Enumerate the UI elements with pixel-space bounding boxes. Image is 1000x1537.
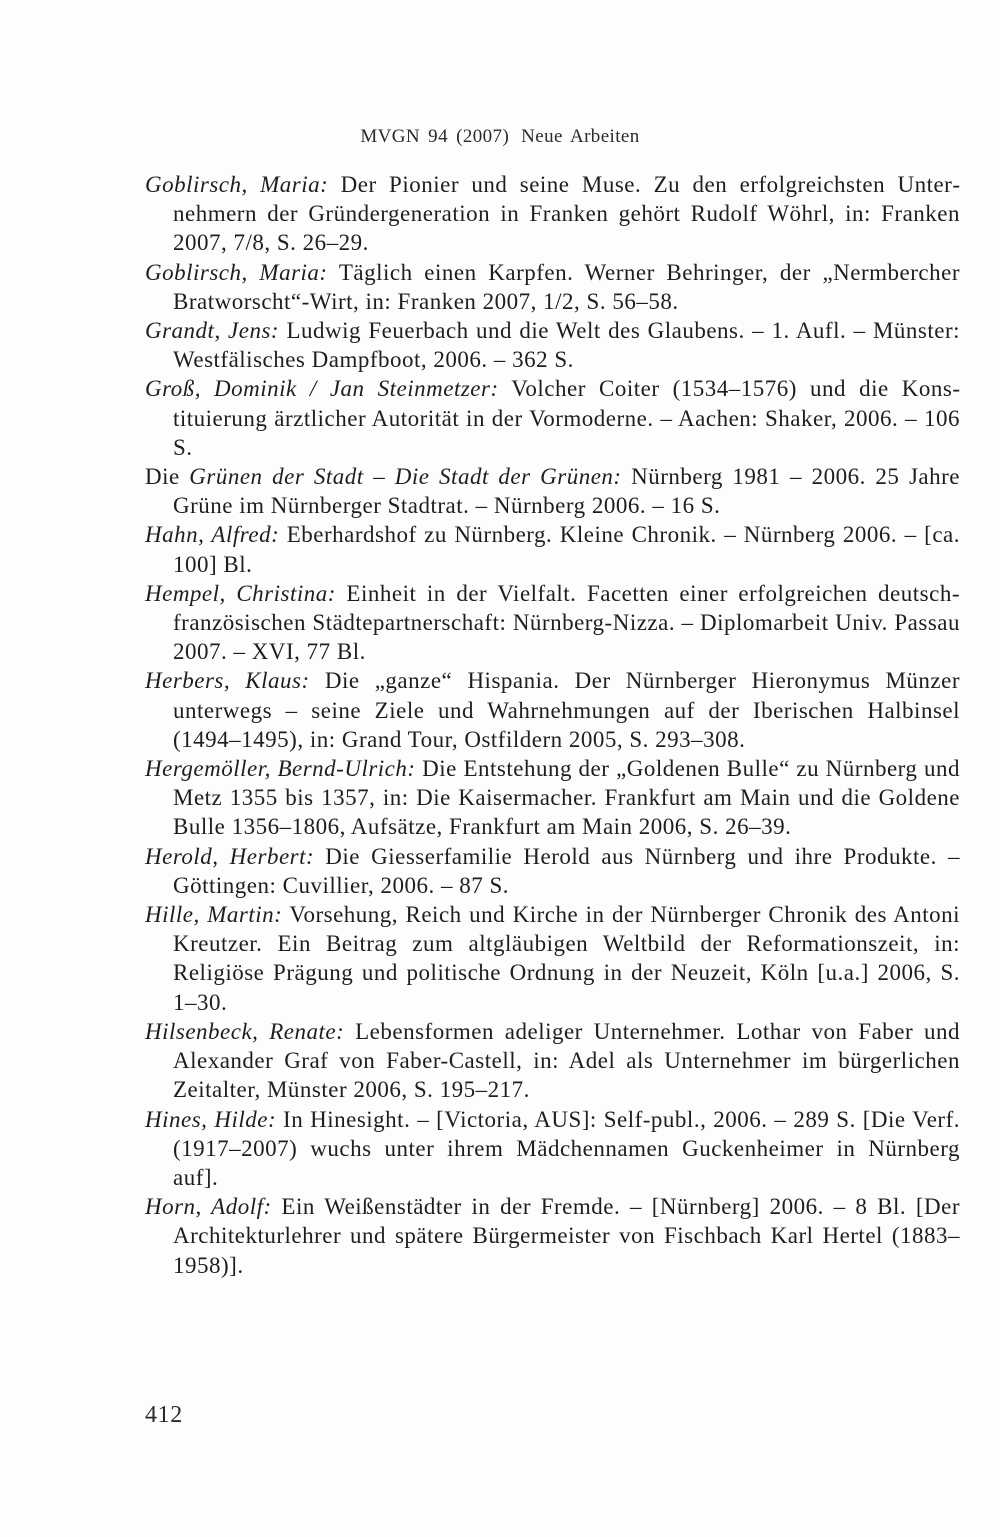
bibliography-entry <box>145 170 960 258</box>
running-header <box>0 126 1000 148</box>
entry-text: Die Entstehung der „Goldenen Bulle“ zu Nürnberg und Metz 1355 bis 1357, in: Die Kaisermacher. Frankfurt am Main und die Goldene Bulle 1356–1806, Aufsätze, Frankfurt am Main 2006, S. 26–39. <box>173 756 960 840</box>
entry-author: Hempel, Christina: <box>145 580 336 606</box>
entry-text: Ludwig Feuerbach und die Welt des Glaubens. – 1. Aufl. – Münster: Westfälisches Dampfboot, 2006. – 362 S. <box>173 318 960 373</box>
bibliography-entry <box>145 579 960 667</box>
entry-text: Täglich einen Karpfen. Werner Behringer, der „Nermbercher Bratworscht“-Wirt, in: Franken 2007, 1/2, S. 56–58. <box>173 259 960 314</box>
bibliography-entry <box>145 1192 960 1280</box>
bibliography-entry <box>145 900 960 1017</box>
entry-author: Goblirsch, Maria: <box>145 172 329 197</box>
entry-text: Nürnberg 1981 – 2006. 25 Jahre Grüne im Nürnberger Stadtrat. – Nürnberg 2006. – 16 S. <box>173 464 960 519</box>
entry-text: In Hinesight. – [Victoria, AUS]: Self-publ., 2006. – 289 S. [Die Verf. (1917–2007) wuchs unter ihrem Mädchennamen Guckenheimer in Nürnberg auf]. <box>173 1106 960 1190</box>
entry-author: Goblirsch, Maria: <box>145 259 328 285</box>
entry-text: Die „ganze“ Hispania. Der Nürnberger Hieronymus Münzer unterwegs – seine Ziele und Wahrnehmungen auf der Iberischen Halbinsel (1494–1495), in: Grand Tour, Ostfildern 2005, S. 293–308. <box>173 668 960 752</box>
bibliography-entry <box>145 1017 960 1105</box>
bibliography-entry <box>145 1105 960 1193</box>
bibliography-entry <box>145 666 960 754</box>
bibliography-list <box>145 170 960 1280</box>
bibliography-entry <box>145 520 960 578</box>
entry-text: Vorsehung, Reich und Kirche in der Nürnberger Chronik des Antoni Kreutzer. Ein Beitrag zum altgläubigen Weltbild der Reformationszeit, in: Religiöse Prägung und politische Ordnung in der Neuzeit, Köln [u.a.] 2006, S. 1–30. <box>173 902 960 1015</box>
entry-author: Groß, Dominik / Jan Steinmetzer: <box>145 376 499 402</box>
page-number: 412 <box>145 1402 183 1428</box>
entry-text: Lebensformen adeliger Unternehmer. Lothar von Faber und Alexander Graf von Faber-Castell, in: Adel als Unternehmer im bürgerlichen Zeitalter, Münster 2006, S. 195–217. <box>173 1018 960 1103</box>
bibliography-entry <box>145 316 960 374</box>
section-title: Neue Arbeiten <box>521 126 640 147</box>
entry-italic-title: Grünen der Stadt – Die Stadt der Grünen: <box>189 464 622 490</box>
entry-text: Eberhardshof zu Nürnberg. Kleine Chronik. – Nürnberg 2006. – [ca. 100] Bl. <box>173 522 960 577</box>
entry-author: Hergemöller, Bernd-Ulrich: <box>145 756 416 782</box>
bibliography-entry <box>145 842 960 900</box>
entry-prefix: Die <box>145 464 190 490</box>
entry-author: Horn, Adolf: <box>145 1194 272 1220</box>
entry-text: Die Giesserfamilie Herold aus Nürnberg und ihre Produkte. – Göttingen: Cuvillier, 2006. – 87 S. <box>173 843 960 898</box>
entry-author: Herold, Herbert: <box>145 843 315 869</box>
journal-reference: MVGN 94 (2007) <box>360 126 510 147</box>
entry-author: Hines, Hilde: <box>145 1106 277 1132</box>
entry-text: Einheit in der Vielfalt. Facetten einer erfolgreichen deutsch-französischen Städtepartnerschaft: Nürnberg-Nizza. – Diplomarbeit Univ. Passau 2007. – XVI, 77 Bl. <box>173 580 960 665</box>
bibliography-entry <box>145 258 960 316</box>
entry-author: Hilsenbeck, Renate: <box>145 1018 345 1044</box>
entry-author: Hille, Martin: <box>145 902 283 928</box>
entry-author: Grandt, Jens: <box>145 318 280 344</box>
bibliography-entry <box>145 754 960 842</box>
entry-text: Ein Weißenstädter in der Fremde. – [Nürnberg] 2006. – 8 Bl. [Der Architekturlehrer und spätere Bürgermeister von Fischbach Karl Hertel (1883–1958)]. <box>173 1194 960 1278</box>
bibliography-entry <box>145 374 960 462</box>
entry-author: Hahn, Alfred: <box>145 522 280 548</box>
entry-author: Herbers, Klaus: <box>145 668 310 694</box>
entry-text: Volcher Coiter (1534–1576) und die Konstituierung ärztlicher Autorität in der Vormoderne. – Aachen: Shaker, 2006. – 106 S. <box>173 376 960 460</box>
entry-text: Der Pionier und seine Muse. Zu den erfolgreichsten Unternehmern der Gründergeneration in Franken gehört Rudolf Wöhrl, in: Franken 2007, 7/8, S. 26–29. <box>173 172 960 256</box>
bibliography-entry <box>145 462 960 520</box>
